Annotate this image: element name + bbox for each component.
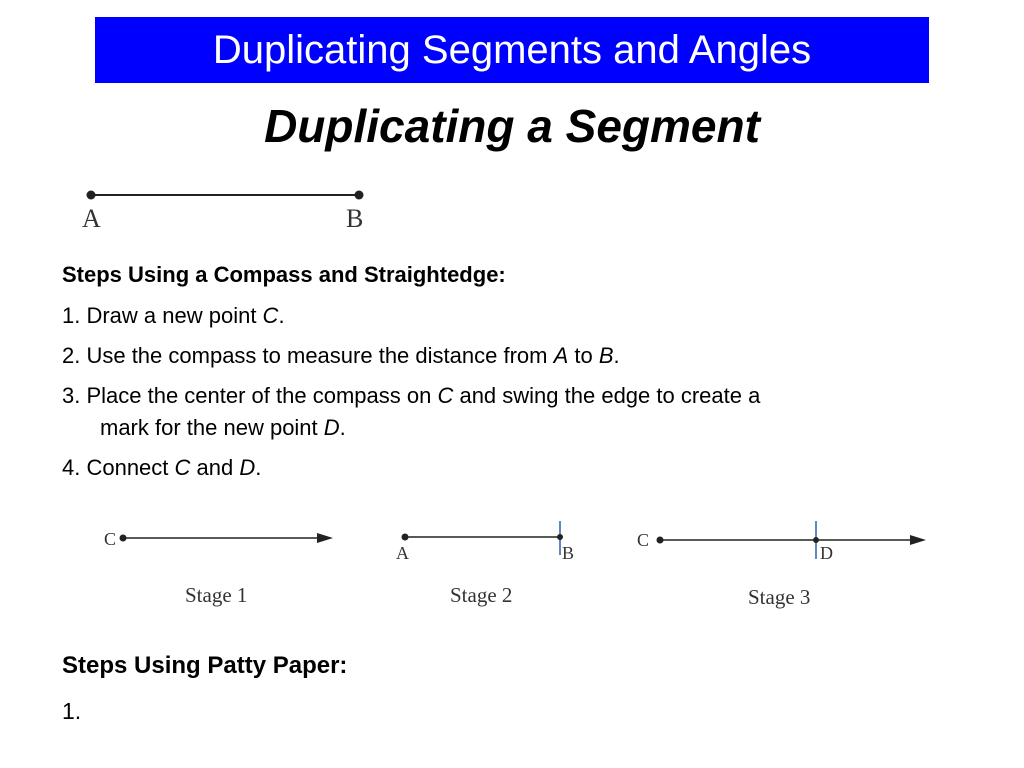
stage-2-end-label: B <box>562 543 575 563</box>
patty-paper-heading: Steps Using Patty Paper: <box>62 652 348 679</box>
stage-3-arrowhead <box>910 535 926 545</box>
patty-paper-step-1: 1. <box>62 698 82 724</box>
compass-steps <box>62 262 982 495</box>
stage-1-start-label: C <box>104 529 117 549</box>
stage-2-figure <box>390 515 590 620</box>
label-b: B <box>346 204 364 233</box>
stage-2-start-label: A <box>396 543 409 563</box>
step-3: 3. Place the center of the compass on C and swing the edge to create a mark for the new point D. <box>62 383 761 440</box>
stage-3-start-label: C <box>637 530 650 550</box>
slide-subtitle: Duplicating a Segment <box>264 100 760 152</box>
stage-3-end-label: D <box>820 543 833 563</box>
point-b <box>355 191 364 200</box>
stage-1-arrowhead <box>317 533 333 543</box>
stage-1-figure <box>95 520 355 620</box>
point-a <box>87 191 96 200</box>
slide-title: Duplicating Segments and Angles <box>212 27 812 72</box>
patty-paper-section <box>62 651 347 725</box>
stage-1-label: Stage 1 <box>185 583 248 607</box>
compass-steps-heading: Steps Using a Compass and Straightedge: <box>62 262 506 287</box>
stage-2-label: Stage 2 <box>450 583 513 607</box>
stage-3-label: Stage 3 <box>748 585 811 609</box>
step-1: 1. Draw a new point C. <box>62 303 285 328</box>
step-4: 4. Connect C and D. <box>62 455 262 480</box>
segment-ab-figure <box>70 180 390 240</box>
stage-3-point-d <box>813 537 819 543</box>
step-2: 2. Use the compass to measure the distance from A to B. <box>62 343 620 368</box>
stage-2-point-b <box>557 534 563 540</box>
label-a: A <box>82 204 101 233</box>
title-banner <box>95 17 929 83</box>
stage-3-figure <box>630 515 940 620</box>
